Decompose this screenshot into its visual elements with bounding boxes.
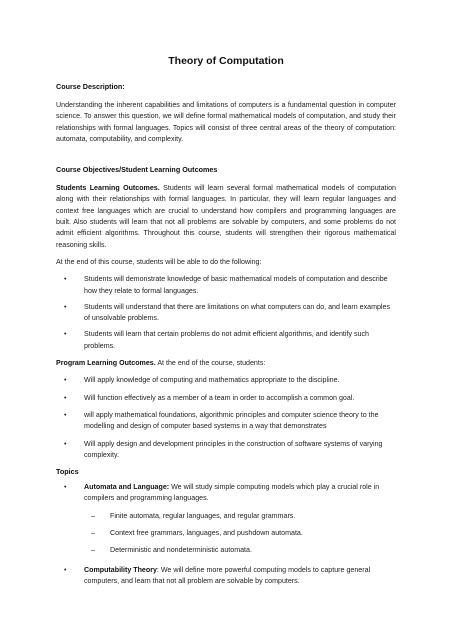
topic-label: Computability Theory xyxy=(84,565,157,574)
slo-label: Students Learning Outcomes. xyxy=(56,184,160,193)
course-description-text: Understanding the inherent capabilities and limitations of computers is a fundamental question in computer science. To answer this question, we will define formal mathematical models of computation, and study their relationships with formal languages. Topics will consist of three central areas of the theory of computation: automata, computability, and complexity. xyxy=(56,101,396,143)
bullet-icon: • xyxy=(64,440,67,448)
bullet-icon: • xyxy=(64,377,67,385)
list-item: • Students will understand that there are limitations on what computers can do, and learn examples of unsolvable problems. xyxy=(64,302,390,323)
list-item: • Students will learn that certain problems do not admit efficient algorithms, and identify such problems. xyxy=(64,330,369,350)
plo-list xyxy=(56,375,396,461)
list-item: • Computability Theory: We will define more powerful computing models to capture general computers, and learn that not all problem are solvable by computers. xyxy=(64,565,371,585)
bullet-icon: • xyxy=(64,411,67,419)
topics-heading: Topics xyxy=(56,467,79,477)
topic-label: Automata and Language: xyxy=(84,483,170,492)
topic-sublist xyxy=(84,511,396,557)
course-description-heading: Course Description: xyxy=(56,82,125,91)
plo-label: Program Learning Outcomes. xyxy=(56,359,156,368)
list-item: • Will function effectively as a member of a team in order to accomplish a common goal. xyxy=(56,393,396,404)
dash-icon: – xyxy=(91,546,95,555)
list-item: • will apply mathematical foundations, algorithmic principles and computer science theory to the modelling and design of computer based systems in a way that demonstrates xyxy=(64,410,379,431)
list-item: – Context free grammars, languages, and pushdown automata. xyxy=(84,528,396,539)
bullet-icon: • xyxy=(64,303,67,311)
bullet-icon: • xyxy=(64,484,67,492)
end-of-course-intro: At the end of this course, students will be able to do the following: xyxy=(56,257,262,266)
bullet-icon: • xyxy=(64,276,67,284)
list-item: • Automata and Language: We will study simple computing models which play a crucial role in compilers and programming languages. – Finite automata, regular languages, and regular grammars. – Context free grammars, languages, and pushdown automata. – Deterministic and nondeterministic automata. xyxy=(56,482,396,556)
list-item: • Will apply knowledge of computing and mathematics appropriate to the discipline. xyxy=(56,375,396,386)
dash-icon: – xyxy=(91,529,95,538)
bullet-icon: • xyxy=(64,331,67,339)
list-item: – Deterministic and nondeterministic automata. xyxy=(84,545,396,556)
page-title: Theory of Computation xyxy=(168,55,284,67)
list-item: – Finite automata, regular languages, and regular grammars. xyxy=(84,511,396,522)
objectives-heading: Course Objectives/Student Learning Outcomes xyxy=(56,165,218,175)
plo-paragraph xyxy=(56,358,396,369)
list-item: • Students will demonstrate knowledge of basic mathematical models of computation and describe how they relate to formal languages. xyxy=(64,275,388,295)
topics-list xyxy=(56,482,396,587)
slo-paragraph xyxy=(56,183,396,251)
dash-icon: – xyxy=(91,511,95,520)
slo-list xyxy=(56,274,396,352)
bullet-icon: • xyxy=(64,394,67,402)
slo-text: Students will learn several formal mathematical models of computation along with their relationships with formal languages. In particular, they will learn regular languages and context free languages which are crucial to understand how compilers and programming languages are built. Also students will learn that not all problems are solvable by computers, and some problems do not admit efficient algorithms. Throughout this course, students will strengthen their rigorous mathematical reasoning skills. xyxy=(56,184,396,249)
list-item: • Will apply design and development principles in the construction of software systems of varying complexity. xyxy=(64,439,383,459)
bullet-icon: • xyxy=(64,566,67,574)
plo-text: At the end of the course, students: xyxy=(155,359,266,368)
